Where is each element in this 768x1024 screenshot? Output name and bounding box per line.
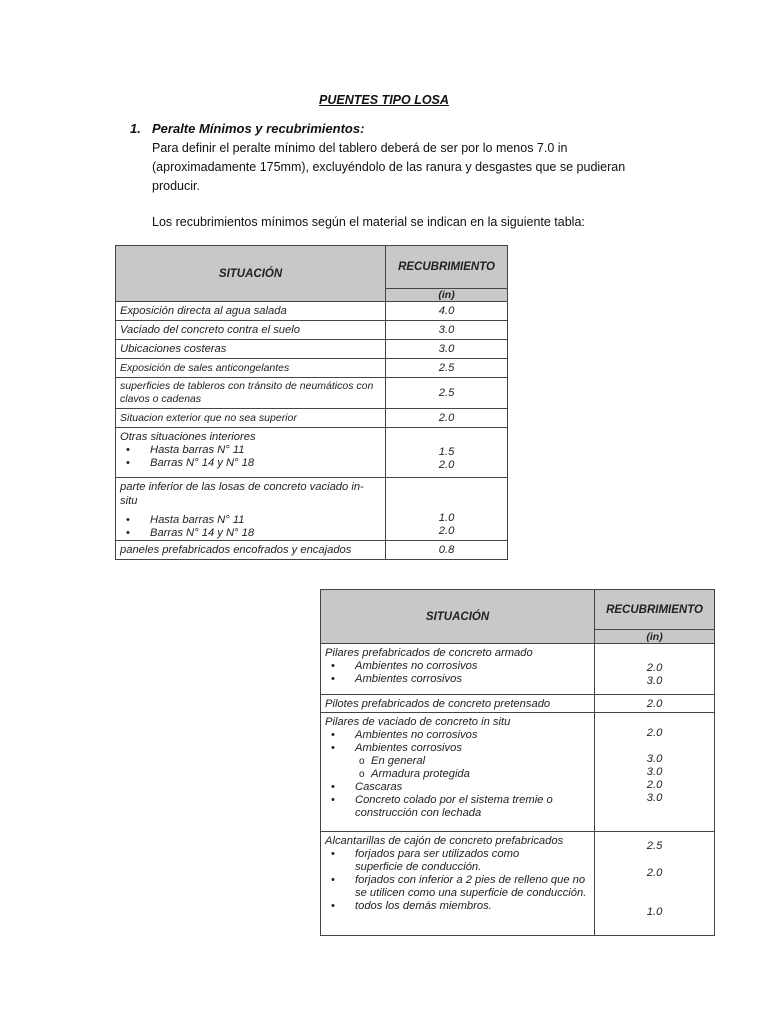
row-label: Ubicaciones costeras	[116, 340, 386, 359]
row-label: Pilares de vaciado de concreto in situ	[325, 716, 511, 728]
bullet-item: • Hasta barras N° 11	[120, 444, 381, 457]
table-row	[321, 713, 715, 832]
bullet-item: • Barras N° 14 y N° 18	[120, 457, 381, 470]
row-label: Exposición directa al agua salada	[116, 302, 386, 321]
table-row	[116, 340, 508, 359]
row-value: 2.0	[646, 779, 663, 791]
table-row	[116, 478, 508, 541]
bullet-item: • Ambientes corrosivos	[325, 673, 590, 686]
bullet-item: • todos los demás miembros.	[325, 900, 590, 913]
page-title: PUENTES TIPO LOSA	[319, 93, 449, 107]
row-value: 1.5	[438, 445, 455, 458]
table-row	[321, 695, 715, 713]
sub-bullet-item: o En general	[325, 755, 590, 768]
header-recubrimiento: RECUBRIMIENTO	[595, 590, 715, 630]
row-value: 2.0	[595, 695, 715, 713]
row-value: 3.0	[646, 766, 663, 778]
header-situacion: SITUACIÓN	[116, 246, 386, 302]
row-value: 3.0	[386, 340, 508, 359]
row-label: Pilares prefabricados de concreto armado	[325, 647, 533, 659]
row-value: 3.0	[646, 675, 663, 687]
row-value: 1.0	[438, 512, 455, 524]
row-label: Exposición de sales anticongelantes	[116, 359, 386, 378]
row-value: 3.0	[646, 792, 663, 804]
section-heading	[130, 121, 364, 136]
row-value: 2.0	[646, 727, 663, 739]
cover-table-1	[115, 245, 508, 560]
table-row	[116, 409, 508, 428]
bullet-item: • forjados para ser utilizados como superficie de conducción.	[325, 848, 590, 874]
bullet-item: • Hasta barras N° 11	[120, 514, 381, 527]
row-label: parte inferior de las losas de concreto vaciado in-situ	[120, 481, 364, 507]
row-label: Pilotes prefabricados de concreto pretensado	[321, 695, 595, 713]
bullet-item: • Ambientes corrosivos	[325, 742, 590, 755]
row-label: paneles prefabricados encofrados y encajados	[116, 541, 386, 560]
section-heading-text: Peralte Mínimos y recubrimientos:	[152, 121, 365, 136]
table-row	[321, 832, 715, 936]
row-label: Otras situaciones interiores	[120, 431, 256, 443]
bullet-item: • forjados con inferior a 2 pies de relleno que no se utilicen como una superficie de conducción.	[325, 874, 590, 900]
row-label: Vaciado del concreto contra el suelo	[116, 321, 386, 340]
header-unit: (in)	[595, 630, 715, 644]
row-value: 2.0	[646, 867, 663, 879]
row-value: 3.0	[646, 753, 663, 765]
bullet-item: • Concreto colado por el sistema tremie o construcción con lechada	[325, 794, 590, 820]
header-recubrimiento: RECUBRIMIENTO	[386, 246, 508, 289]
header-unit: (in)	[386, 289, 508, 302]
row-label: Alcantarillas de cajón de concreto prefabricados	[325, 835, 564, 847]
bullet-item: • Ambientes no corrosivos	[325, 729, 590, 742]
table-row	[116, 428, 508, 478]
row-value: 2.5	[386, 378, 508, 409]
row-value: 2.5	[646, 840, 663, 852]
bullet-item: • Ambientes no corrosivos	[325, 660, 590, 673]
section-number: 1.	[130, 121, 141, 136]
header-situacion: SITUACIÓN	[321, 590, 595, 644]
row-value: 4.0	[386, 302, 508, 321]
table-intro-paragraph: Los recubrimientos mínimos según el material se indican en la siguiente tabla:	[152, 215, 585, 229]
table-row	[321, 644, 715, 695]
row-label: Situacion exterior que no sea superior	[116, 409, 386, 428]
bullet-item: • Barras N° 14 y N° 18	[120, 527, 381, 540]
row-value: 2.0	[438, 458, 455, 471]
cover-table-2	[320, 589, 715, 936]
row-value: 1.0	[646, 906, 663, 918]
row-value: 2.0	[438, 525, 455, 537]
row-value: 2.5	[386, 359, 508, 378]
bullet-item: • Cascaras	[325, 781, 590, 794]
row-label: superficies de tableros con tránsito de neumáticos con clavos o cadenas	[116, 378, 386, 409]
table-row	[116, 541, 508, 560]
intro-paragraph: Para definir el peralte mínimo del tablero deberá de ser por lo menos 7.0 in (aproximadamente 175mm), excluyéndolo de las ranura y desgastes que se pudieran producir.	[152, 141, 626, 193]
row-value: 3.0	[386, 321, 508, 340]
table-row	[116, 302, 508, 321]
row-value: 2.0	[646, 662, 663, 674]
table-row	[116, 378, 508, 409]
table-row	[116, 321, 508, 340]
table-row	[116, 359, 508, 378]
row-value: 2.0	[386, 409, 508, 428]
row-value: 0.8	[386, 541, 508, 560]
sub-bullet-item: o Armadura protegida	[325, 768, 590, 781]
